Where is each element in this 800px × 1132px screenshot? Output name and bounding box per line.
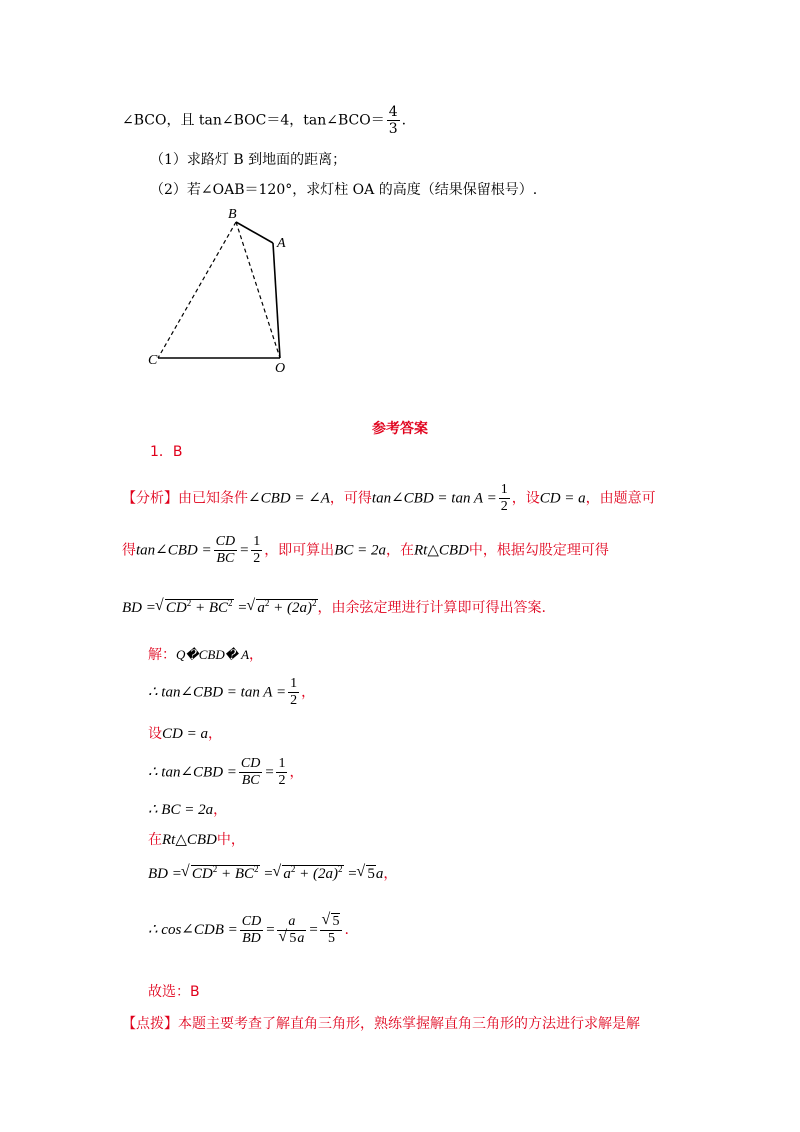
analysis-line-1: 【分析】由已知条件∠CBD = ∠A，可得tan∠CBD = tan A = $\frac{1}{2}$ ，设CD = a，由题意可 <box>122 482 656 514</box>
fraction-one-half: $\frac{1}{2}$ <box>290 676 298 708</box>
segment-BO-dashed <box>236 222 280 358</box>
fraction-cd-bc: $\frac{CD}{BC}$ <box>215 534 236 566</box>
segment-AB <box>236 222 273 243</box>
fraction-one-half: $\frac{1}{2}$ <box>278 756 286 788</box>
analysis-line-2: 得tan∠CBD = $\frac{CD}{BC}$ = $\frac{1}{2}$ ，即可算出BC = 2a，在Rt△CBD中，根据勾股定理可得 <box>122 534 609 566</box>
fraction-sqrt5-5: √ $\frac{5}{5}$ <box>320 914 342 947</box>
label-C: C <box>148 353 158 368</box>
answer-item-number: 1．B <box>150 444 183 460</box>
label-A: A <box>277 236 286 251</box>
sqrt-cd-bc: √ $CD^2 + BC^2$ <box>182 864 260 884</box>
segment-OA <box>273 243 280 358</box>
question-2: （2）若∠OAB＝120°，求灯柱 OA 的高度（结果保留根号）. <box>150 182 538 198</box>
solution-line-7: BD =√ $CD^2 + BC^2$ =√ $a^2 + (2a)^2$ =√ 5a， <box>148 864 397 884</box>
solution-line-4: ∴ tan∠CBD = $\frac{CD}{BC}$ = $\frac{1}{2}$ ， <box>148 756 304 788</box>
fraction-one-half: $\frac{1}{2}$ <box>253 534 261 566</box>
solution-choice: 故选：B <box>148 984 200 1000</box>
geometry-figure <box>0 0 800 400</box>
sqrt-a-2a: √ $a^2 + (2a)^2$ <box>273 864 343 884</box>
fraction-one-half: $\frac{1}{2}$ <box>500 482 508 514</box>
question-1: （1）求路灯 B 到地面的距离； <box>150 152 347 168</box>
answer-title: 参考答案 <box>372 421 428 437</box>
analysis-line-3: BD =√ $CD^2 + BC^2$ =√ $a^2 + (2a)^2$，由余弦定理进行计算即可得出答案. <box>122 598 546 618</box>
solution-line-1: 解：Q�CBD� A， <box>148 647 264 663</box>
solution-line-5: ∴ BC = 2a， <box>148 802 228 818</box>
sqrt-5: √ 5 <box>357 864 376 884</box>
label-O: O <box>275 361 286 376</box>
solution-line-2: ∴ tan∠CBD = tan A = $\frac{1}{2}$ ， <box>148 676 316 708</box>
solution-line-3: 设CD = a， <box>148 726 222 742</box>
fraction-4-3: $\frac{4}{3}$ <box>388 104 398 137</box>
label-B: B <box>228 207 237 222</box>
sqrt-cd-bc: √ $CD^2 + BC^2$ <box>156 598 234 618</box>
fraction-cd-bc: $\frac{CD}{BC}$ <box>240 756 261 788</box>
sqrt-a-2a: √ $a^2 + (2a)^2$ <box>247 598 317 618</box>
problem-line-1-text: ∠BCO，且 tan∠BOC＝4，tan∠BCO＝ <box>122 112 385 129</box>
segment-BC-dashed <box>158 222 236 358</box>
solution-line-8: ∴ cos∠CDB = $\frac{CD}{BD}$ = a √ 5a = √ $\frac{5}{5}$ . <box>148 910 349 950</box>
fraction-a-sqrt5a: a √ 5a <box>277 914 306 947</box>
fraction-cd-bd: $\frac{CD}{BD}$ <box>241 913 262 946</box>
problem-line-1: ∠BCO，且 tan∠BOC＝4，tan∠BCO＝ $\frac{4}{3}$ . <box>122 104 407 137</box>
solution-line-6: 在Rt△CBD中， <box>148 832 245 848</box>
dianbo-comment: 【点拨】本题主要考查了解直角三角形，熟练掌握解直角三角形的方法进行求解是解 <box>122 1016 640 1032</box>
